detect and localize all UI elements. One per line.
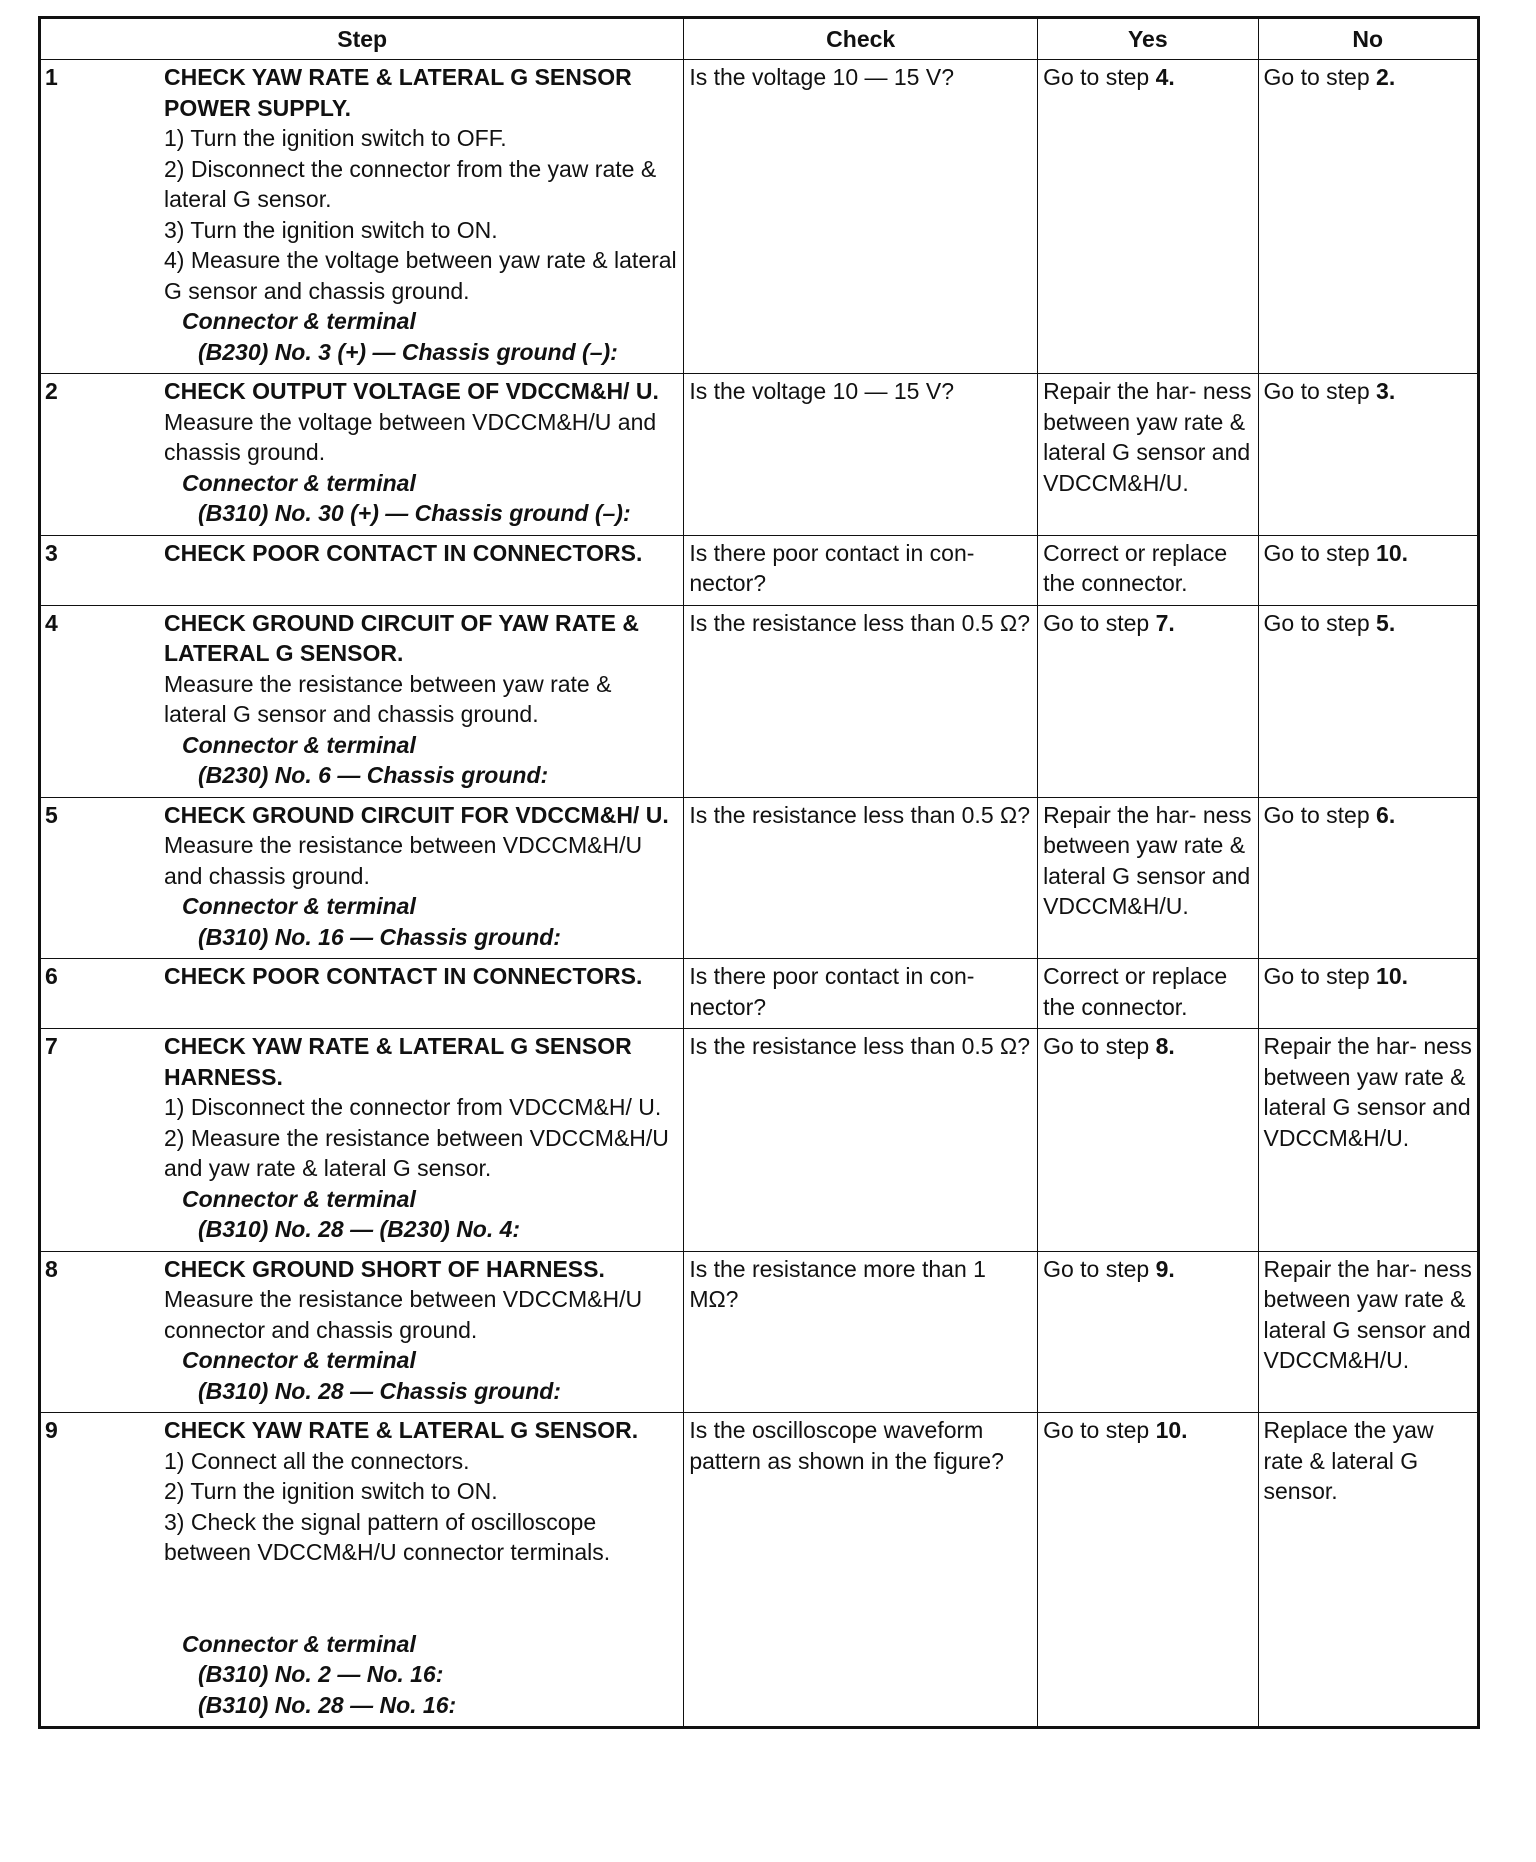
- step-title: CHECK GROUND CIRCUIT OF YAW RATE & LATERAL G SENSOR.: [164, 609, 639, 666]
- step-number: 9: [45, 1417, 58, 1443]
- table-row: [40, 797, 1479, 959]
- no-action-text: Go to step: [1263, 378, 1377, 404]
- yes-action-text: Go to step: [1043, 609, 1156, 636]
- no-cell: [1258, 535, 1478, 605]
- yes-action-text: Correct or replace the connector.: [1043, 963, 1228, 1020]
- step-cell: [40, 374, 684, 536]
- yes-cell: [1038, 60, 1258, 374]
- yes-cell: [1038, 959, 1258, 1029]
- no-target-step: 6.: [1376, 801, 1396, 828]
- connector-terminal-heading: Connector & terminal: [182, 731, 416, 758]
- step-number: 8: [45, 1255, 58, 1282]
- step-number: 5: [45, 801, 58, 828]
- yes-action-text: Go to step: [1043, 64, 1156, 90]
- no-target-step: 10.: [1376, 963, 1409, 989]
- step-cell: [40, 797, 684, 959]
- connector-terminal-spec: (B310) No. 28 — Chassis ground:: [198, 1377, 561, 1404]
- step-cell: [40, 605, 684, 797]
- step-title: CHECK POOR CONTACT IN CONNECTORS.: [164, 963, 643, 989]
- check-cell: Is the resistance more than 1 MΩ?: [684, 1251, 1038, 1413]
- step-cell: [40, 1029, 684, 1252]
- step-instruction: Measure the resistance between yaw rate & lateral G sensor and chassis ground.: [164, 670, 612, 727]
- step-title: CHECK YAW RATE & LATERAL G SENSOR HARNESS.: [164, 1033, 632, 1090]
- step-title: CHECK YAW RATE & LATERAL G SENSOR POWER SUPPLY.: [164, 64, 632, 121]
- no-action-text: Repair the har- ness between yaw rate & lateral G sensor and VDCCM&H/U.: [1263, 1033, 1472, 1151]
- no-action-text: Go to step: [1263, 64, 1377, 90]
- no-target-step: 5.: [1376, 609, 1396, 636]
- header-row: [40, 18, 1479, 60]
- table-row: [40, 959, 1479, 1029]
- step-instruction: 1) Connect all the connectors.: [164, 1447, 470, 1474]
- step-instruction: 4) Measure the voltage between yaw rate & lateral G sensor and chassis ground.: [164, 247, 677, 304]
- step-instruction: 2) Measure the resistance between VDCCM&H/U and yaw rate & lateral G sensor.: [164, 1124, 669, 1181]
- connector-terminal-heading: Connector & terminal: [182, 308, 416, 334]
- no-action-text: Go to step: [1263, 801, 1377, 828]
- step-instruction: 2) Turn the ignition switch to ON.: [164, 1478, 498, 1504]
- step-instruction: Measure the resistance between VDCCM&H/U connector and chassis ground.: [164, 1286, 643, 1343]
- no-target-step: 2.: [1376, 64, 1396, 90]
- connector-terminal-heading: Connector & terminal: [182, 1347, 416, 1373]
- no-cell: [1258, 959, 1478, 1029]
- table-row: [40, 605, 1479, 797]
- step-number: 1: [45, 64, 58, 90]
- yes-cell: [1038, 535, 1258, 605]
- step-title: CHECK POOR CONTACT IN CONNECTORS.: [164, 539, 643, 566]
- yes-action-text: Correct or replace the connector.: [1043, 539, 1228, 596]
- yes-target-step: 8.: [1155, 1033, 1175, 1059]
- no-action-text: Go to step: [1263, 963, 1377, 989]
- check-cell: Is the voltage 10 — 15 V?: [684, 60, 1038, 374]
- step-instruction: 1) Turn the ignition switch to OFF.: [164, 125, 507, 151]
- connector-terminal-heading: Connector & terminal: [182, 1185, 416, 1212]
- check-cell: Is there poor contact in con- nector?: [684, 959, 1038, 1029]
- step-number: 3: [45, 539, 58, 566]
- table-row: [40, 1029, 1479, 1252]
- no-action-text: Go to step: [1263, 539, 1377, 566]
- no-cell: [1258, 797, 1478, 959]
- step-number: 6: [45, 963, 58, 989]
- connector-terminal-heading: Connector & terminal: [182, 1630, 416, 1657]
- figure-spacer: [164, 1568, 678, 1629]
- connector-terminal-spec: (B310) No. 30 (+) — Chassis ground (–):: [198, 500, 631, 526]
- connector-terminal-spec: (B310) No. 2 — No. 16:: [198, 1661, 444, 1687]
- step-cell: [40, 60, 684, 374]
- step-instruction: Measure the voltage between VDCCM&H/U and chassis ground.: [164, 408, 657, 465]
- yes-cell: [1038, 1251, 1258, 1413]
- no-cell: [1258, 60, 1478, 374]
- no-target-step: 3.: [1376, 378, 1396, 404]
- step-instruction: 3) Turn the ignition switch to ON.: [164, 216, 498, 243]
- step-title: CHECK YAW RATE & LATERAL G SENSOR.: [164, 1417, 639, 1443]
- step-title: CHECK GROUND SHORT OF HARNESS.: [164, 1255, 605, 1282]
- yes-cell: [1038, 374, 1258, 536]
- header-no: No: [1258, 18, 1478, 60]
- table-row: [40, 1251, 1479, 1413]
- yes-cell: [1038, 797, 1258, 959]
- yes-action-text: Repair the har- ness between yaw rate & lateral G sensor and VDCCM&H/U.: [1043, 801, 1252, 919]
- no-cell: [1258, 1251, 1478, 1413]
- check-cell: Is there poor contact in con- nector?: [684, 535, 1038, 605]
- check-cell: Is the oscilloscope waveform pattern as shown in the figure?: [684, 1413, 1038, 1728]
- step-instruction: Measure the resistance between VDCCM&H/U and chassis ground.: [164, 832, 643, 889]
- step-cell: [40, 1251, 684, 1413]
- check-cell: Is the resistance less than 0.5 Ω?: [684, 605, 1038, 797]
- yes-action-text: Repair the har- ness between yaw rate & lateral G sensor and VDCCM&H/U.: [1043, 378, 1252, 496]
- no-cell: [1258, 1029, 1478, 1252]
- connector-terminal-heading: Connector & terminal: [182, 893, 416, 919]
- step-number: 4: [45, 609, 58, 636]
- yes-target-step: 9.: [1155, 1255, 1175, 1282]
- connector-terminal-spec: (B310) No. 28 — (B230) No. 4:: [198, 1216, 521, 1242]
- yes-target-step: 4.: [1155, 64, 1175, 90]
- no-cell: [1258, 1413, 1478, 1728]
- yes-target-step: 10.: [1155, 1417, 1188, 1443]
- check-cell: Is the resistance less than 0.5 Ω?: [684, 797, 1038, 959]
- step-cell: [40, 1413, 684, 1728]
- connector-terminal-spec: (B310) No. 28 — No. 16:: [198, 1691, 457, 1718]
- yes-target-step: 7.: [1155, 609, 1175, 636]
- yes-action-text: Go to step: [1043, 1033, 1156, 1059]
- step-number: 2: [45, 378, 58, 404]
- connector-terminal-heading: Connector & terminal: [182, 469, 416, 496]
- step-title: CHECK OUTPUT VOLTAGE OF VDCCM&H/ U.: [164, 378, 659, 404]
- step-title: CHECK GROUND CIRCUIT FOR VDCCM&H/ U.: [164, 801, 669, 828]
- step-cell: [40, 959, 684, 1029]
- step-instruction: 3) Check the signal pattern of oscilloscope between VDCCM&H/U connector terminals.: [164, 1508, 611, 1565]
- yes-action-text: Go to step: [1043, 1417, 1156, 1443]
- table-body: [40, 60, 1479, 1728]
- no-action-text: Replace the yaw rate & lateral G sensor.: [1263, 1417, 1434, 1504]
- yes-action-text: Go to step: [1043, 1255, 1156, 1282]
- step-number: 7: [45, 1033, 58, 1059]
- yes-cell: [1038, 1413, 1258, 1728]
- check-cell: Is the voltage 10 — 15 V?: [684, 374, 1038, 536]
- header-check: Check: [684, 18, 1038, 60]
- no-action-text: Repair the har- ness between yaw rate & lateral G sensor and VDCCM&H/U.: [1263, 1255, 1472, 1373]
- step-instruction: 1) Disconnect the connector from VDCCM&H/ U.: [164, 1094, 662, 1120]
- yes-cell: [1038, 1029, 1258, 1252]
- table-row: [40, 374, 1479, 536]
- no-cell: [1258, 605, 1478, 797]
- diagnostic-procedure-table: [38, 16, 1480, 1729]
- check-cell: Is the resistance less than 0.5 Ω?: [684, 1029, 1038, 1252]
- table-row: [40, 1413, 1479, 1728]
- no-cell: [1258, 374, 1478, 536]
- connector-terminal-spec: (B230) No. 3 (+) — Chassis ground (–):: [198, 338, 618, 365]
- header-yes: Yes: [1038, 18, 1258, 60]
- header-step: Step: [40, 18, 684, 60]
- yes-cell: [1038, 605, 1258, 797]
- no-target-step: 10.: [1376, 539, 1409, 566]
- step-cell: [40, 535, 684, 605]
- connector-terminal-spec: (B310) No. 16 — Chassis ground:: [198, 923, 561, 950]
- connector-terminal-spec: (B230) No. 6 — Chassis ground:: [198, 762, 549, 788]
- no-action-text: Go to step: [1263, 609, 1377, 636]
- table-row: [40, 535, 1479, 605]
- step-instruction: 2) Disconnect the connector from the yaw rate & lateral G sensor.: [164, 155, 657, 212]
- table-row: [40, 60, 1479, 374]
